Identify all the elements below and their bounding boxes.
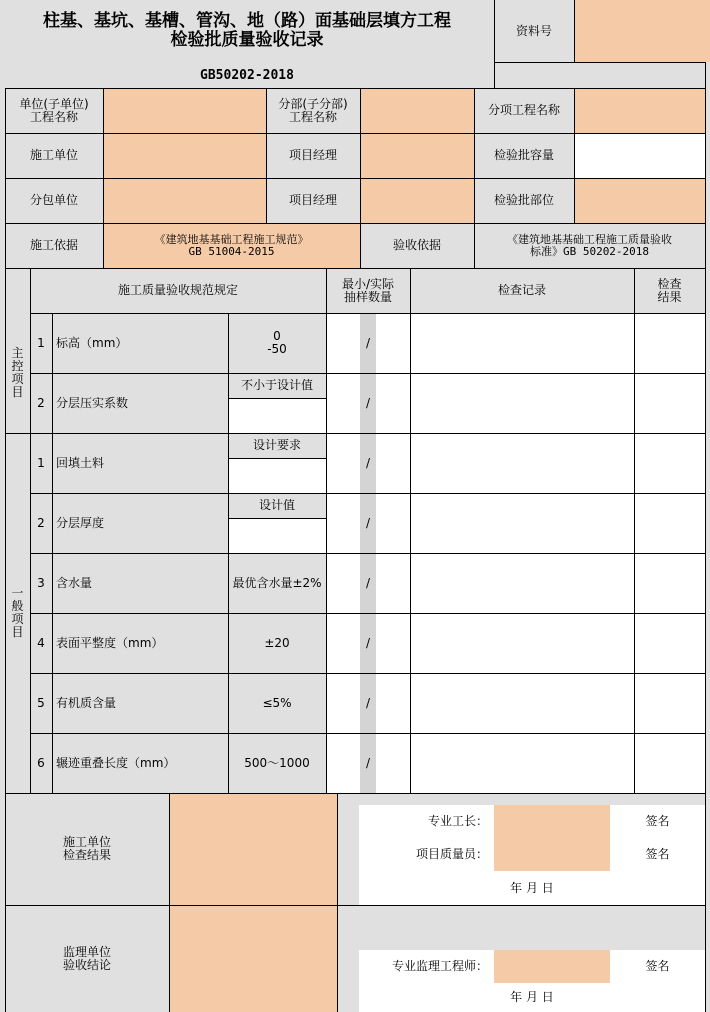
item-name: 有机质含量 xyxy=(52,673,228,733)
division-field[interactable] xyxy=(360,88,474,133)
min-sample-field[interactable] xyxy=(326,313,360,373)
check-result-field[interactable] xyxy=(634,733,705,793)
batch-location-field[interactable] xyxy=(574,178,705,223)
actual-sample-field[interactable] xyxy=(376,433,410,493)
general-group-label: 一 般 项 目 xyxy=(5,433,30,793)
grid-line xyxy=(228,518,326,519)
group-header-blank xyxy=(5,268,30,313)
grid-line xyxy=(5,223,705,224)
construction-check-pad xyxy=(337,805,359,871)
spec-value: 最优含水量±2% xyxy=(228,553,326,613)
item-number: 3 xyxy=(30,553,52,613)
construction-check-result-field[interactable] xyxy=(169,793,337,905)
grid-line xyxy=(5,88,6,1012)
check-record-field[interactable] xyxy=(410,493,634,553)
doc-number-label: 资料号 xyxy=(494,0,574,62)
acceptance-basis-label: 验收依据 xyxy=(360,223,474,268)
grid-line xyxy=(30,493,705,494)
item-number: 2 xyxy=(30,493,52,553)
grid-line xyxy=(326,268,327,793)
item-name: 分层压实系数 xyxy=(52,373,228,433)
project-manager-label-1: 项目经理 xyxy=(266,133,360,178)
spec-value: 500～1000 xyxy=(228,733,326,793)
actual-sample-field[interactable] xyxy=(376,733,410,793)
grid-line xyxy=(474,88,475,268)
check-result-field[interactable] xyxy=(634,613,705,673)
grid-line xyxy=(574,0,575,62)
check-record-field[interactable] xyxy=(410,613,634,673)
grid-line xyxy=(574,88,575,223)
acceptance-basis-value: 《建筑地基基础工程施工质量验收 标准》GB 50202-2018 xyxy=(474,223,705,268)
spec-value: ≤5% xyxy=(228,673,326,733)
min-sample-field[interactable] xyxy=(326,433,360,493)
sample-slash: / xyxy=(360,733,376,793)
sample-slash: / xyxy=(360,673,376,733)
grid-line xyxy=(494,0,495,88)
supervision-date: 年 月 日 xyxy=(359,983,705,1012)
grid-line xyxy=(5,905,705,906)
construction-unit-label: 施工单位 xyxy=(5,133,103,178)
construction-basis-value: 《建筑地基基础工程施工规范》 GB 51004-2015 xyxy=(103,223,360,268)
supervision-engineer-label: 专业监理工程师： xyxy=(359,950,494,983)
construction-check-spacer xyxy=(337,793,705,805)
sample-slash: / xyxy=(360,373,376,433)
document-title xyxy=(0,0,494,62)
construction-date-pad xyxy=(337,871,359,905)
supervision-conclusion-field[interactable] xyxy=(169,905,337,1012)
item-number: 5 xyxy=(30,673,52,733)
grid-line xyxy=(30,313,705,314)
supervision-check-label: 监理单位 验收结论 xyxy=(5,905,169,1012)
quality-officer-sign: 签名 xyxy=(610,838,705,871)
unit-project-label: 单位(子单位) 工程名称 xyxy=(5,88,103,133)
foreman-label: 专业工长： xyxy=(359,805,494,838)
min-sample-field[interactable] xyxy=(326,673,360,733)
grid-line xyxy=(360,88,361,268)
check-result-field[interactable] xyxy=(634,493,705,553)
min-sample-field[interactable] xyxy=(326,613,360,673)
min-sample-field[interactable] xyxy=(326,553,360,613)
grid-line xyxy=(337,793,338,1012)
batch-location-label: 检验批部位 xyxy=(474,178,574,223)
item-name: 分层厚度 xyxy=(52,493,228,553)
check-record-field[interactable] xyxy=(410,673,634,733)
sample-slash: / xyxy=(360,313,376,373)
grid-line xyxy=(169,793,170,1012)
grid-line xyxy=(30,613,705,614)
project-manager-field-2[interactable] xyxy=(360,178,474,223)
item-name: 回填土料 xyxy=(52,433,228,493)
sample-slash: / xyxy=(360,433,376,493)
grid-line xyxy=(103,88,104,268)
construction-basis-label: 施工依据 xyxy=(5,223,103,268)
actual-sample-field[interactable] xyxy=(376,613,410,673)
actual-sample-field[interactable] xyxy=(376,313,410,373)
min-sample-field[interactable] xyxy=(326,373,360,433)
check-result-field[interactable] xyxy=(634,553,705,613)
item-number: 6 xyxy=(30,733,52,793)
construction-unit-field[interactable] xyxy=(103,133,266,178)
check-record-field[interactable] xyxy=(410,553,634,613)
subcontract-unit-label: 分包单位 xyxy=(5,178,103,223)
sample-slash: / xyxy=(360,553,376,613)
item-name: 辗迹重叠长度（mm） xyxy=(52,733,228,793)
batch-capacity-label: 检验批容量 xyxy=(474,133,574,178)
grid-line xyxy=(705,62,706,1012)
grid-line xyxy=(266,88,267,223)
grid-line xyxy=(5,268,705,269)
subitem-project-label: 分项工程名称 xyxy=(474,88,574,133)
subitem-project-field[interactable] xyxy=(574,88,705,133)
grid-line xyxy=(410,268,411,793)
supervision-engineer-field[interactable] xyxy=(494,950,610,983)
quality-officer-field[interactable] xyxy=(494,838,610,871)
sample-column-header: 最小/实际 抽样数量 xyxy=(326,268,410,313)
grid-line xyxy=(5,88,705,89)
design-value-field[interactable] xyxy=(228,458,326,493)
spec-value: 设计要求 xyxy=(228,433,326,458)
grid-line xyxy=(5,793,705,794)
item-number: 1 xyxy=(30,313,52,373)
check-record-field[interactable] xyxy=(410,373,634,433)
item-number: 4 xyxy=(30,613,52,673)
check-record-field[interactable] xyxy=(410,433,634,493)
supervision-check-pad xyxy=(337,950,359,1012)
spec-value: 设计值 xyxy=(228,493,326,518)
grid-line xyxy=(5,433,705,434)
check-result-field[interactable] xyxy=(634,373,705,433)
project-manager-label-2: 项目经理 xyxy=(266,178,360,223)
design-value-field[interactable] xyxy=(228,398,326,433)
grid-line xyxy=(228,398,326,399)
check-result-field[interactable] xyxy=(634,313,705,373)
item-name: 表面平整度（mm） xyxy=(52,613,228,673)
project-manager-field-1[interactable] xyxy=(360,133,474,178)
grid-line xyxy=(30,553,705,554)
foreman-field[interactable] xyxy=(494,805,610,838)
grid-line xyxy=(30,733,705,734)
design-value-field[interactable] xyxy=(228,518,326,553)
grid-line xyxy=(228,458,326,459)
item-name: 标高（mm） xyxy=(52,313,228,373)
actual-sample-field[interactable] xyxy=(376,553,410,613)
division-label: 分部(子分部) 工程名称 xyxy=(266,88,360,133)
sample-slash: / xyxy=(360,613,376,673)
actual-sample-field[interactable] xyxy=(376,673,410,733)
check-record-field[interactable] xyxy=(410,313,634,373)
unit-project-field[interactable] xyxy=(103,88,266,133)
grid-line xyxy=(30,268,31,793)
grid-line xyxy=(5,178,705,179)
sample-slash: / xyxy=(360,493,376,553)
subcontract-unit-field[interactable] xyxy=(103,178,266,223)
spec-value: 0 -50 xyxy=(228,313,326,373)
spec-column-header: 施工质量验收规范规定 xyxy=(30,268,326,313)
grid-line xyxy=(494,62,705,63)
main-control-group-label: 主 控 项 目 xyxy=(5,313,30,433)
min-sample-field[interactable] xyxy=(326,733,360,793)
check-result-field[interactable] xyxy=(634,433,705,493)
standard-code: GB50202-2018 xyxy=(0,62,494,88)
title-line-2: 检验批质量验收记录 xyxy=(170,30,324,50)
title-line-1: 柱基、基坑、基槽、管沟、地（路）面基础层填方工程 xyxy=(43,11,451,31)
min-sample-field[interactable] xyxy=(326,493,360,553)
spec-value: ±20 xyxy=(228,613,326,673)
construction-check-label: 施工单位 检查结果 xyxy=(5,793,169,905)
grid-line xyxy=(30,373,705,374)
item-name: 含水量 xyxy=(52,553,228,613)
item-number: 1 xyxy=(30,433,52,493)
spec-value: 不小于设计值 xyxy=(228,373,326,398)
actual-sample-field[interactable] xyxy=(376,373,410,433)
check-result-field[interactable] xyxy=(634,673,705,733)
grid-line xyxy=(634,268,635,793)
record-column-header: 检查记录 xyxy=(410,268,634,313)
result-column-header: 检查 结果 xyxy=(634,268,705,313)
supervision-check-spacer xyxy=(337,905,705,950)
grid-line xyxy=(30,673,705,674)
doc-number-field[interactable] xyxy=(574,0,710,62)
item-number: 2 xyxy=(30,373,52,433)
grid-line xyxy=(5,133,705,134)
supervision-engineer-sign: 签名 xyxy=(610,950,705,983)
construction-date: 年 月 日 xyxy=(359,871,705,905)
actual-sample-field[interactable] xyxy=(376,493,410,553)
quality-officer-label: 项目质量员： xyxy=(359,838,494,871)
grid-line xyxy=(52,313,53,793)
foreman-sign: 签名 xyxy=(610,805,705,838)
check-record-field[interactable] xyxy=(410,733,634,793)
batch-capacity-field[interactable] xyxy=(574,133,705,178)
grid-line xyxy=(228,313,229,793)
